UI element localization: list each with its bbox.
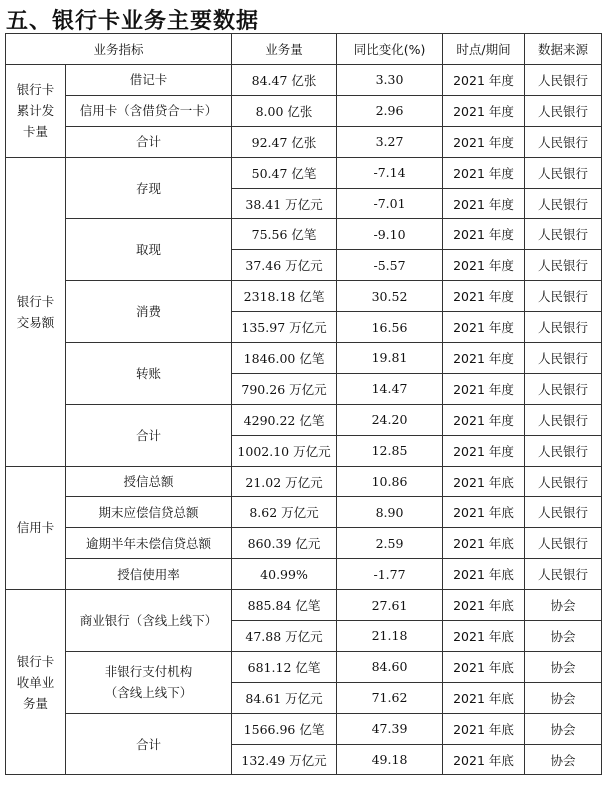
indicator-name-cell: 授信使用率 (66, 559, 232, 590)
table-row (6, 126, 602, 157)
source-cell: 协会 (525, 744, 602, 775)
table-row (6, 590, 602, 621)
indicator-name-cell: 期末应偿信贷总额 (66, 497, 232, 528)
volume-cell: 37.46 万亿元 (232, 250, 337, 281)
header-volume: 业务量 (232, 34, 337, 65)
yoy-cell: 8.90 (337, 497, 443, 528)
volume-cell: 84.61 万亿元 (232, 682, 337, 713)
yoy-cell: 84.60 (337, 651, 443, 682)
table-row (6, 343, 602, 374)
source-cell: 人民银行 (525, 528, 602, 559)
yoy-cell: 27.61 (337, 590, 443, 621)
source-cell: 人民银行 (525, 281, 602, 312)
yoy-cell: -7.01 (337, 188, 443, 219)
yoy-cell: -9.10 (337, 219, 443, 250)
volume-cell: 860.39 亿元 (232, 528, 337, 559)
indicator-name-cell: 授信总额 (66, 466, 232, 497)
yoy-cell: 10.86 (337, 466, 443, 497)
period-cell: 2021 年底 (443, 528, 525, 559)
source-cell: 人民银行 (525, 559, 602, 590)
table-row (6, 65, 602, 96)
volume-cell: 84.47 亿张 (232, 65, 337, 96)
category-cell: 信用卡 (6, 466, 66, 590)
table-header-row (6, 34, 602, 65)
indicator-name-cell: 合计 (66, 404, 232, 466)
source-cell: 人民银行 (525, 157, 602, 188)
volume-cell: 790.26 万亿元 (232, 373, 337, 404)
source-cell: 人民银行 (525, 497, 602, 528)
period-cell: 2021 年底 (443, 559, 525, 590)
yoy-cell: 24.20 (337, 404, 443, 435)
indicator-name-cell: 合计 (66, 126, 232, 157)
volume-cell: 1566.96 亿笔 (232, 713, 337, 744)
source-cell: 协会 (525, 590, 602, 621)
period-cell: 2021 年度 (443, 435, 525, 466)
period-cell: 2021 年底 (443, 497, 525, 528)
period-cell: 2021 年底 (443, 744, 525, 775)
header-indicator: 业务指标 (6, 34, 232, 65)
yoy-cell: -7.14 (337, 157, 443, 188)
source-cell: 协会 (525, 651, 602, 682)
source-cell: 协会 (525, 621, 602, 652)
volume-cell: 92.47 亿张 (232, 126, 337, 157)
table-row (6, 528, 602, 559)
source-cell: 人民银行 (525, 95, 602, 126)
header-yoy: 同比变化(%) (337, 34, 443, 65)
table-row (6, 157, 602, 188)
yoy-cell: 14.47 (337, 373, 443, 404)
table-row (6, 95, 602, 126)
indicator-name-cell: 借记卡 (66, 65, 232, 96)
table-row (6, 497, 602, 528)
yoy-cell: 2.59 (337, 528, 443, 559)
volume-cell: 40.99% (232, 559, 337, 590)
period-cell: 2021 年度 (443, 95, 525, 126)
indicator-name-cell: 非银行支付机构 （含线上线下） (66, 651, 232, 713)
period-cell: 2021 年度 (443, 157, 525, 188)
period-cell: 2021 年底 (443, 621, 525, 652)
yoy-cell: 3.27 (337, 126, 443, 157)
volume-cell: 21.02 万亿元 (232, 466, 337, 497)
volume-cell: 1846.00 亿笔 (232, 343, 337, 374)
period-cell: 2021 年度 (443, 404, 525, 435)
volume-cell: 38.41 万亿元 (232, 188, 337, 219)
period-cell: 2021 年度 (443, 188, 525, 219)
source-cell: 人民银行 (525, 343, 602, 374)
period-cell: 2021 年度 (443, 65, 525, 96)
period-cell: 2021 年度 (443, 219, 525, 250)
table-row (6, 404, 602, 435)
table-row (6, 219, 602, 250)
volume-cell: 135.97 万亿元 (232, 312, 337, 343)
volume-cell: 681.12 亿笔 (232, 651, 337, 682)
period-cell: 2021 年度 (443, 343, 525, 374)
table-row (6, 281, 602, 312)
yoy-cell: 71.62 (337, 682, 443, 713)
indicator-name-cell: 转账 (66, 343, 232, 405)
source-cell: 人民银行 (525, 435, 602, 466)
table-row (6, 713, 602, 744)
category-cell: 银行卡 累计发 卡量 (6, 65, 66, 158)
period-cell: 2021 年底 (443, 651, 525, 682)
period-cell: 2021 年底 (443, 590, 525, 621)
indicator-name-cell: 信用卡（含借贷合一卡） (66, 95, 232, 126)
volume-cell: 75.56 亿笔 (232, 219, 337, 250)
yoy-cell: 12.85 (337, 435, 443, 466)
source-cell: 人民银行 (525, 219, 602, 250)
source-cell: 人民银行 (525, 188, 602, 219)
indicator-name-cell: 消费 (66, 281, 232, 343)
header-source: 数据来源 (525, 34, 602, 65)
period-cell: 2021 年度 (443, 373, 525, 404)
source-cell: 人民银行 (525, 65, 602, 96)
header-period: 时点/期间 (443, 34, 525, 65)
source-cell: 协会 (525, 682, 602, 713)
indicator-name-cell: 逾期半年未偿信贷总额 (66, 528, 232, 559)
table-row (6, 559, 602, 590)
period-cell: 2021 年底 (443, 466, 525, 497)
volume-cell: 8.00 亿张 (232, 95, 337, 126)
table-body (6, 65, 602, 775)
yoy-cell: 16.56 (337, 312, 443, 343)
indicator-name-cell: 存现 (66, 157, 232, 219)
yoy-cell: 3.30 (337, 65, 443, 96)
source-cell: 人民银行 (525, 404, 602, 435)
source-cell: 人民银行 (525, 466, 602, 497)
source-cell: 人民银行 (525, 126, 602, 157)
period-cell: 2021 年底 (443, 713, 525, 744)
source-cell: 人民银行 (525, 373, 602, 404)
bank-card-data-table (5, 33, 602, 775)
table-row (6, 651, 602, 682)
source-cell: 人民银行 (525, 250, 602, 281)
yoy-cell: 21.18 (337, 621, 443, 652)
yoy-cell: 2.96 (337, 95, 443, 126)
yoy-cell: 30.52 (337, 281, 443, 312)
yoy-cell: 19.81 (337, 343, 443, 374)
volume-cell: 47.88 万亿元 (232, 621, 337, 652)
source-cell: 人民银行 (525, 312, 602, 343)
yoy-cell: -5.57 (337, 250, 443, 281)
category-cell: 银行卡 交易额 (6, 157, 66, 466)
yoy-cell: 47.39 (337, 713, 443, 744)
period-cell: 2021 年底 (443, 682, 525, 713)
indicator-name-cell: 商业银行（含线上线下） (66, 590, 232, 652)
volume-cell: 8.62 万亿元 (232, 497, 337, 528)
volume-cell: 50.47 亿笔 (232, 157, 337, 188)
page-title: 五、银行卡业务主要数据 (6, 9, 260, 34)
indicator-name-cell: 取现 (66, 219, 232, 281)
yoy-cell: -1.77 (337, 559, 443, 590)
volume-cell: 2318.18 亿笔 (232, 281, 337, 312)
volume-cell: 1002.10 万亿元 (232, 435, 337, 466)
indicator-name-cell: 合计 (66, 713, 232, 775)
volume-cell: 4290.22 亿笔 (232, 404, 337, 435)
source-cell: 协会 (525, 713, 602, 744)
category-cell: 银行卡 收单业 务量 (6, 590, 66, 775)
volume-cell: 132.49 万亿元 (232, 744, 337, 775)
table-row (6, 466, 602, 497)
period-cell: 2021 年度 (443, 281, 525, 312)
period-cell: 2021 年度 (443, 250, 525, 281)
yoy-cell: 49.18 (337, 744, 443, 775)
period-cell: 2021 年度 (443, 126, 525, 157)
period-cell: 2021 年度 (443, 312, 525, 343)
volume-cell: 885.84 亿笔 (232, 590, 337, 621)
